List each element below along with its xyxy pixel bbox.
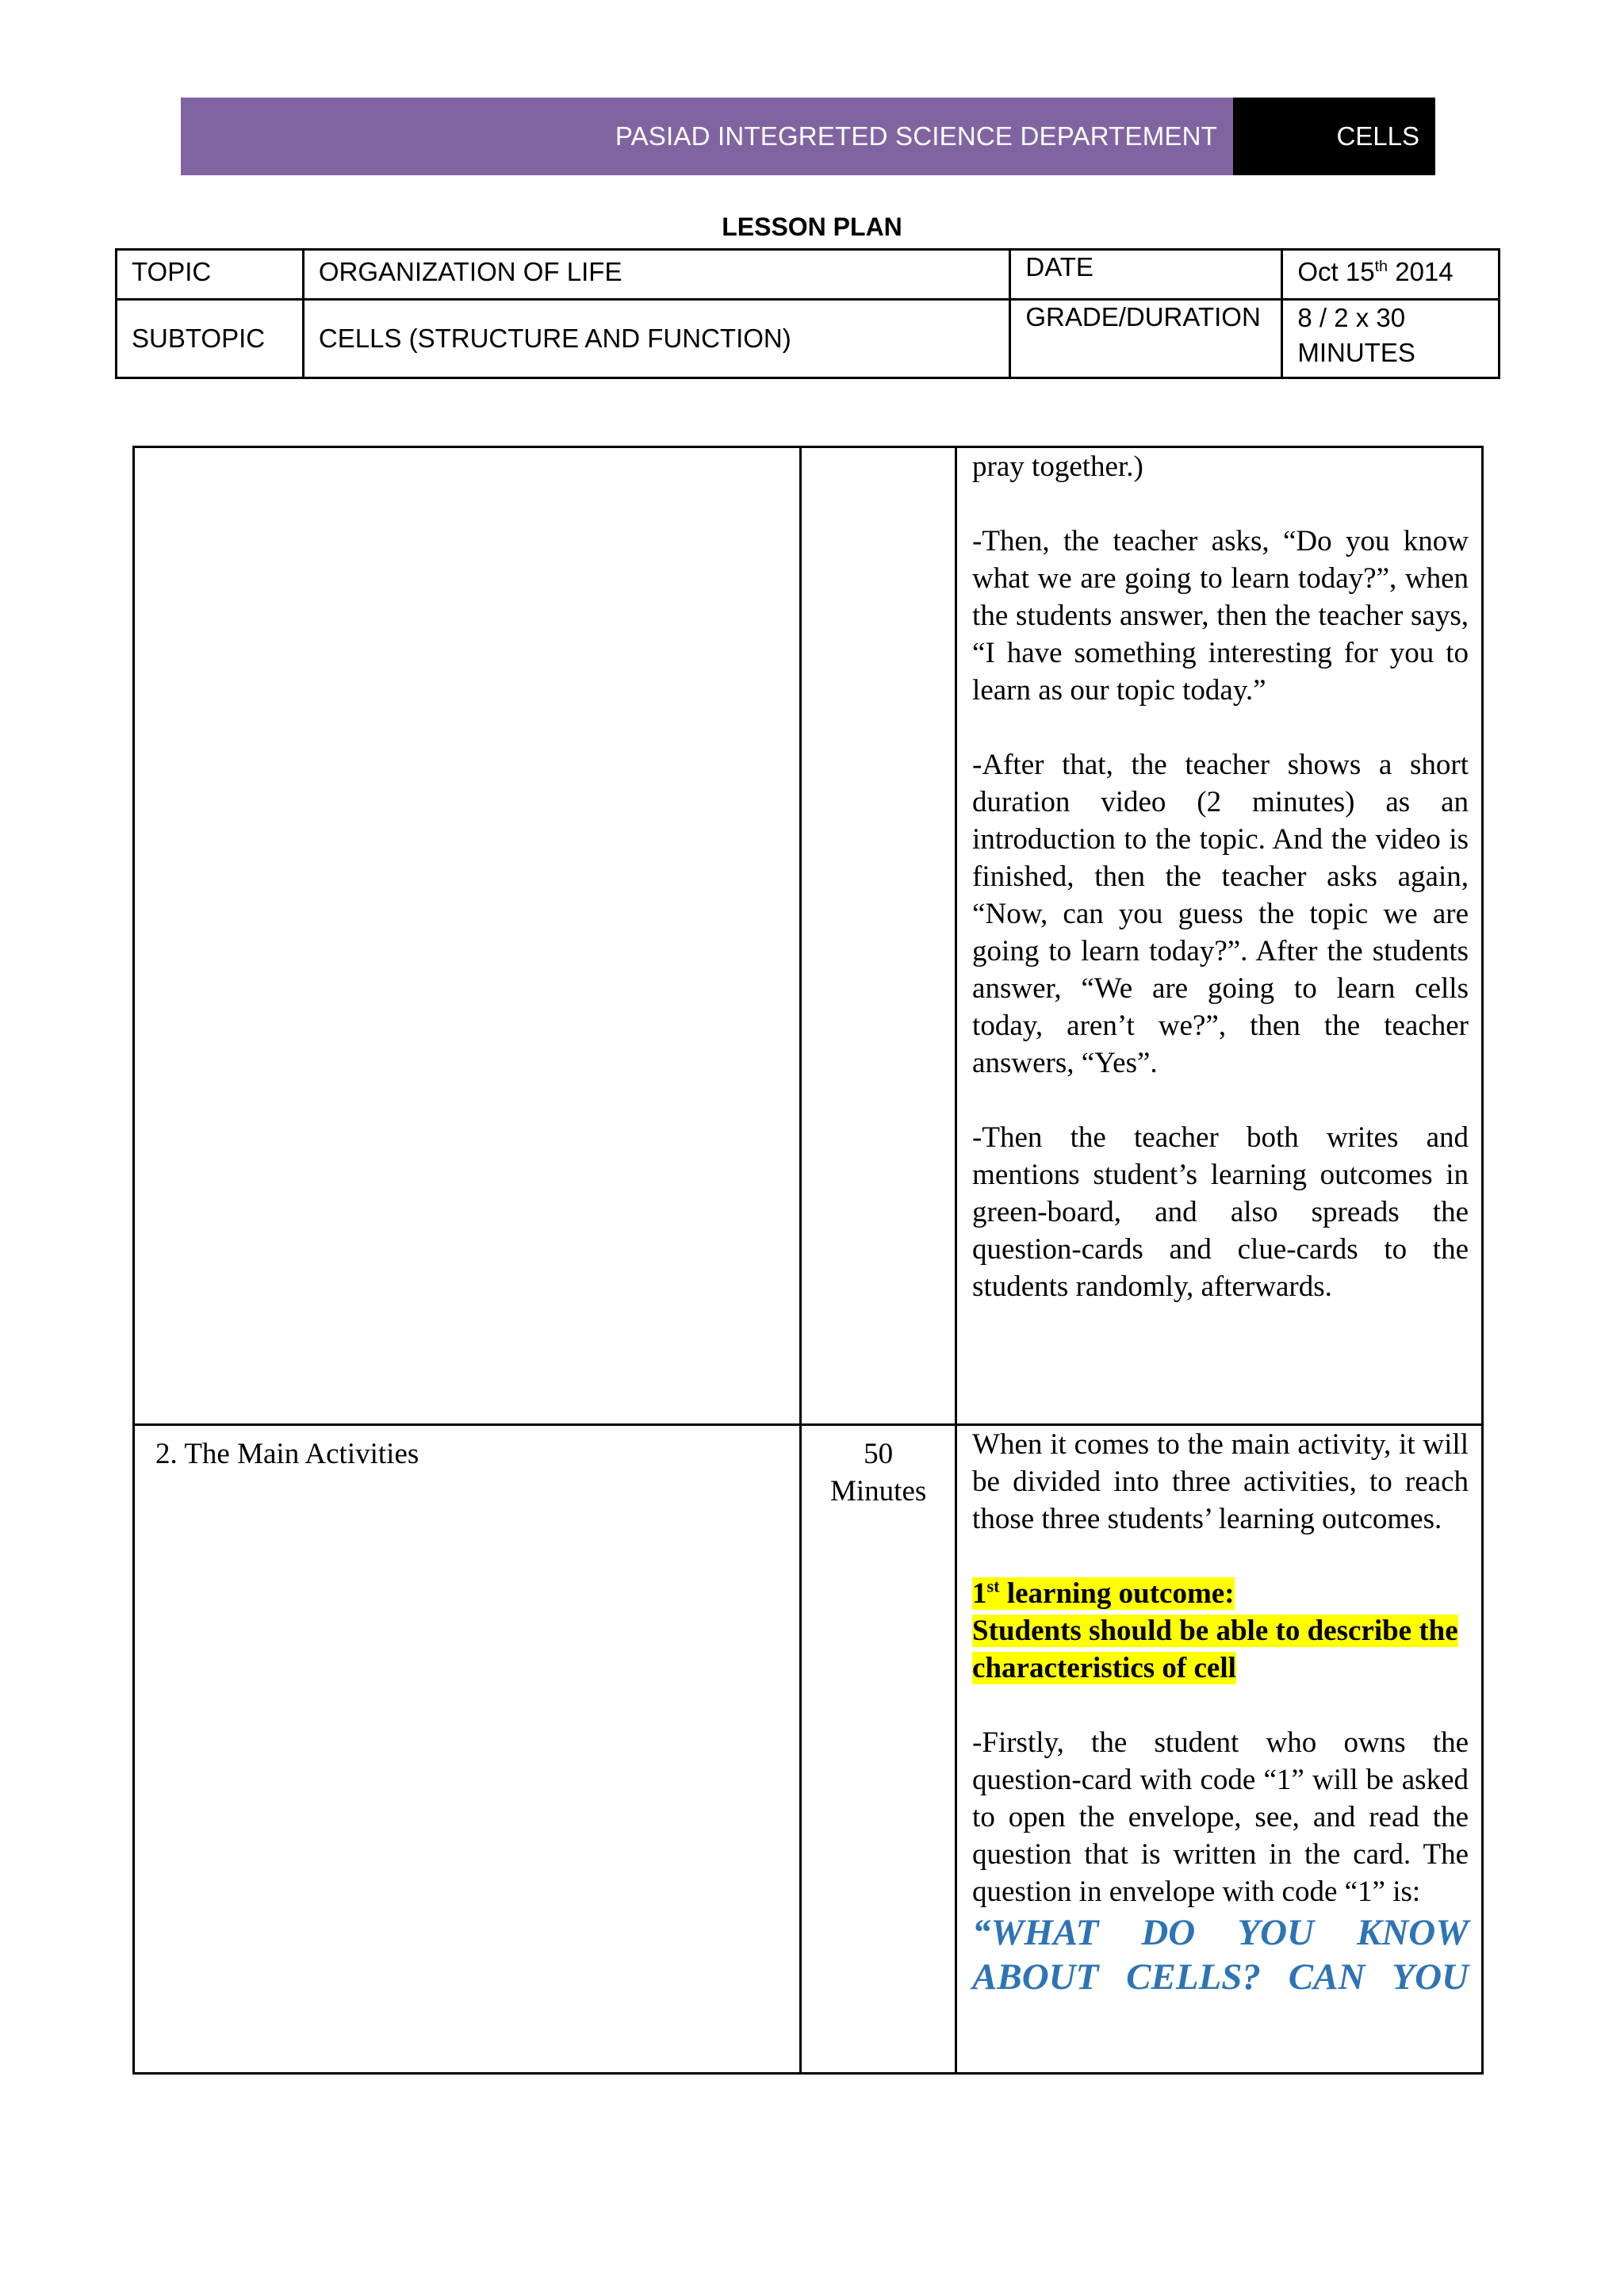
lesson-info-table: [115, 248, 1500, 379]
date-label: DATE: [1010, 250, 1282, 300]
duration-cell: [801, 447, 956, 1425]
description-cell: [956, 1425, 1483, 2074]
page-title: LESSON PLAN: [722, 213, 902, 241]
outcome-heading-text: learning outcome:: [999, 1577, 1235, 1610]
description-paragraph: -Then, the teacher asks, “Do you know what we are going to learn today?”, when the students answer, then the teacher says, “I have something interesting for you to learn as our topic today.”: [972, 525, 1469, 707]
learning-outcome: [972, 1575, 1469, 1687]
date-value-sup: th: [1374, 258, 1388, 275]
date-value-main: Oct 15: [1297, 257, 1375, 286]
description-paragraph: -Then the teacher both writes and mentions student’s learning outcomes in green-board, and also spreads the question-cards and clue-cards to the students randomly, afterwards.: [972, 1121, 1469, 1303]
outcome-text: Students should be able to describe the characteristics of cell: [972, 1615, 1458, 1684]
question-line: “WHAT DO YOU KNOW: [972, 1912, 1469, 1953]
outcome-number-suffix: st: [986, 1576, 1000, 1596]
header-banner: [181, 98, 1435, 175]
subtopic-value: CELLS (STRUCTURE AND FUNCTION): [303, 300, 1010, 378]
grade-label: GRADE/DURATION: [1010, 300, 1282, 378]
topic-label: TOPIC: [117, 250, 304, 300]
outcome-heading: [972, 1577, 1234, 1610]
description-cell: [956, 447, 1483, 1425]
activities-table: [132, 446, 1484, 2075]
department-name: PASIAD INTEGRETED SCIENCE DEPARTEMENT: [181, 98, 1233, 175]
grade-value: 8 / 2 x 30 MINUTES: [1282, 300, 1500, 378]
activity-cell: [134, 447, 801, 1425]
description-paragraph: pray together.): [972, 450, 1143, 483]
description-paragraph: -After that, the teacher shows a short duration video (2 minutes) as an introduction to the topic. And the video is finished, then the teacher asks again, “Now, can you guess the topic we are going to learn today?”. After the students answer, “We are going to learn cells today, aren’t we?”, then the teacher answers, “Yes”.: [972, 749, 1469, 1079]
table-row: [134, 1425, 1483, 2074]
duration-number: 50: [864, 1438, 894, 1470]
subject-label: CELLS: [1233, 98, 1435, 175]
activity-cell: 2. The Main Activities: [134, 1425, 801, 2074]
info-row-subtopic: [117, 300, 1500, 378]
duration-cell: [801, 1425, 956, 2074]
subtopic-label: SUBTOPIC: [117, 300, 304, 378]
question-line: ABOUT CELLS? CAN YOU: [972, 1956, 1469, 1998]
date-value-year: 2014: [1388, 257, 1454, 286]
outcome-number: 1: [972, 1577, 987, 1610]
table-row: [134, 447, 1483, 1425]
instruction-paragraph: -Firstly, the student who owns the question-card with code “1” will be asked to open the envelope, see, and read the question that is written in the card. The question in envelope with code “1” is:: [972, 1726, 1469, 1908]
topic-value: ORGANIZATION OF LIFE: [303, 250, 1010, 300]
info-row-topic: [117, 250, 1500, 300]
intro-paragraph: When it comes to the main activity, it will be divided into three activities, to reach those three students’ learning outcomes.: [972, 1428, 1469, 1535]
duration-unit: Minutes: [830, 1475, 927, 1508]
date-value: [1282, 250, 1500, 300]
